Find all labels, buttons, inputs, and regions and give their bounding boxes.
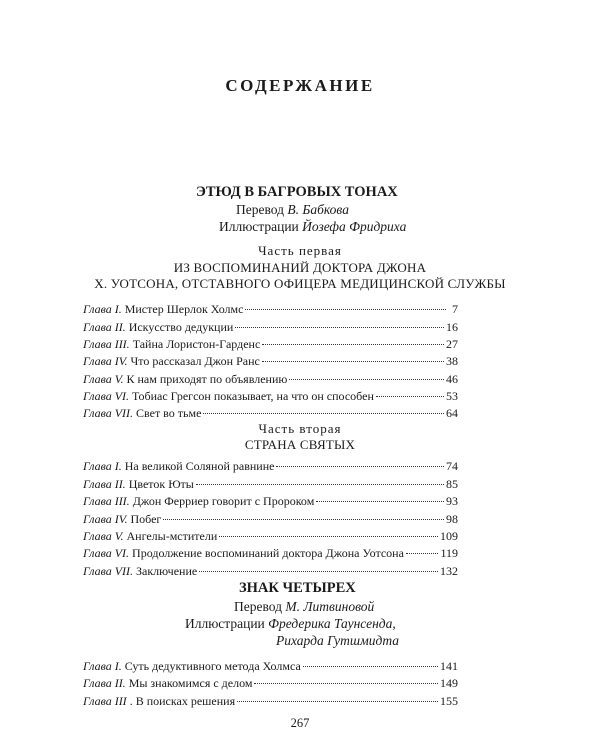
page-reference: 53 — [446, 389, 458, 403]
chapter-title: Суть дедуктивного метода Холмса — [124, 659, 301, 673]
dot-leader — [237, 701, 438, 702]
dot-leader — [376, 396, 444, 397]
page-reference: 98 — [446, 512, 458, 526]
page-reference: 74 — [446, 459, 458, 473]
page-reference: 119 — [440, 546, 458, 560]
dot-leader — [316, 501, 444, 502]
page-reference: 155 — [440, 694, 458, 708]
chapter-title: Продолжение воспоминаний доктора Джона Уотсона — [132, 546, 404, 560]
chapter-number: Глава II. — [83, 676, 126, 690]
part-name-1-line2: Х. УОТСОНА, ОТСТАВНОГО ОФИЦЕРА МЕДИЦИНСКОЙ СЛУЖБЫ — [94, 276, 506, 291]
chapter-title: Мистер Шерлок Холмс — [124, 302, 244, 316]
dot-leader — [303, 666, 438, 667]
dot-leader — [235, 327, 444, 328]
illustrations-prefix: Иллюстрации — [219, 219, 299, 234]
page-reference: 132 — [440, 564, 458, 578]
dot-leader — [276, 466, 444, 467]
dot-leader — [262, 344, 444, 345]
chapter-number: Глава IV. — [83, 354, 128, 368]
translation-prefix: Перевод — [234, 599, 282, 614]
chapter-number: Глава V. — [83, 372, 124, 386]
chapter-number: Глава VII. — [83, 564, 134, 578]
dot-leader — [262, 361, 444, 362]
chapter-number: Глава VI. — [83, 546, 130, 560]
illustration-credit-2-line2 — [276, 633, 399, 649]
story-title-2: ЗНАК ЧЕТЫРЕХ — [239, 580, 356, 596]
toc-entry[interactable] — [83, 512, 458, 526]
illustrator-name-line1: Фредерика Таунсенда, — [268, 616, 396, 631]
chapter-number: Глава V. — [83, 529, 124, 543]
toc-entry[interactable] — [83, 477, 458, 491]
chapter-number: Глава II. — [83, 477, 126, 491]
toc-entry[interactable] — [83, 320, 458, 334]
dot-leader — [219, 536, 438, 537]
toc-entry[interactable] — [83, 372, 458, 386]
chapter-number: Глава III. — [83, 494, 130, 508]
illustration-credit-1 — [219, 219, 406, 235]
dot-leader — [196, 484, 444, 485]
page-reference: 149 — [440, 676, 458, 690]
page-reference: 141 — [440, 659, 458, 673]
page-reference: 38 — [446, 354, 458, 368]
toc-entry[interactable] — [83, 389, 458, 403]
toc-entry[interactable] — [83, 354, 458, 368]
chapter-title: Что рассказал Джон Ранс — [130, 354, 260, 368]
page-reference: 109 — [440, 529, 458, 543]
dot-leader — [163, 519, 444, 520]
translation-credit-2 — [234, 599, 374, 615]
translator-name: В. Бабкова — [287, 202, 349, 217]
dot-leader — [406, 553, 439, 554]
toc-entry[interactable] — [83, 302, 458, 316]
chapter-title: Свет во тьме — [136, 406, 202, 420]
dot-leader — [245, 309, 446, 310]
chapter-title: На великой Соляной равнине — [124, 459, 275, 473]
part-name-1-line1: ИЗ ВОСПОМИНАНИЙ ДОКТОРА ДЖОНА — [173, 260, 427, 275]
story-title-1: ЭТЮД В БАГРОВЫХ ТОНАХ — [196, 184, 398, 200]
translation-credit-1 — [236, 202, 349, 218]
page-reference: 46 — [446, 372, 458, 386]
toc-entry[interactable] — [83, 529, 458, 543]
toc-entry[interactable] — [83, 459, 458, 473]
chapter-number: Глава I. — [83, 659, 122, 673]
chapter-number: Глава II. — [83, 320, 126, 334]
dot-leader — [199, 571, 438, 572]
part-label-2: Часть вторая — [258, 421, 342, 436]
toc-entry[interactable] — [83, 659, 458, 673]
chapter-number: Глава III — [83, 694, 127, 708]
chapter-title: . В поисках решения — [129, 694, 236, 708]
toc-entry[interactable] — [83, 564, 458, 578]
dot-leader — [203, 413, 444, 414]
chapter-title: Искусство дедукции — [128, 320, 234, 334]
translation-prefix: Перевод — [236, 202, 284, 217]
chapter-title: Заключение — [136, 564, 198, 578]
toc-entry[interactable] — [83, 676, 458, 690]
toc-entry[interactable] — [83, 494, 458, 508]
chapter-number: Глава IV. — [83, 512, 128, 526]
dot-leader — [254, 683, 438, 684]
dot-leader — [289, 379, 444, 380]
chapter-title: Тайна Лористон-Гарденс — [132, 337, 261, 351]
page-reference: 16 — [446, 320, 458, 334]
chapter-title: К нам приходят по объявлению — [126, 372, 288, 386]
page-number: 267 — [290, 716, 310, 730]
toc-entry[interactable] — [83, 337, 458, 351]
toc-entry[interactable] — [83, 546, 458, 560]
chapter-title: Джон Ферриер говорит с Пророком — [132, 494, 315, 508]
part-label-1: Часть первая — [258, 243, 342, 258]
chapter-title: Цветок Юты — [128, 477, 194, 491]
chapter-number: Глава VII. — [83, 406, 134, 420]
toc-entry[interactable] — [83, 694, 458, 708]
chapter-number: Глава III. — [83, 337, 130, 351]
page-title: СОДЕРЖАНИЕ — [225, 76, 375, 95]
page-reference: 64 — [446, 406, 458, 420]
translator-name: М. Литвиновой — [285, 599, 375, 614]
illustration-credit-2 — [185, 616, 396, 632]
illustrator-name: Йозефа Фридриха — [302, 219, 407, 234]
page-reference: 85 — [446, 477, 458, 491]
illustrator-name-line2: Рихарда Гутшмидта — [276, 633, 399, 648]
chapter-number: Глава VI. — [83, 389, 130, 403]
chapter-title: Тобиас Грегсон показывает, на что он способен — [132, 389, 374, 403]
chapter-title: Побег — [130, 512, 162, 526]
toc-entry[interactable] — [83, 406, 458, 420]
chapter-title: Мы знакомимся с делом — [128, 676, 253, 690]
chapter-number: Глава I. — [83, 459, 122, 473]
chapter-title: Ангелы-мстители — [126, 529, 218, 543]
part-name-2: СТРАНА СВЯТЫХ — [244, 437, 356, 452]
page-reference: 7 — [452, 302, 458, 316]
chapter-number: Глава I. — [83, 302, 122, 316]
page-reference: 27 — [446, 337, 458, 351]
illustrations-prefix: Иллюстрации — [185, 616, 265, 631]
page-reference: 93 — [446, 494, 458, 508]
